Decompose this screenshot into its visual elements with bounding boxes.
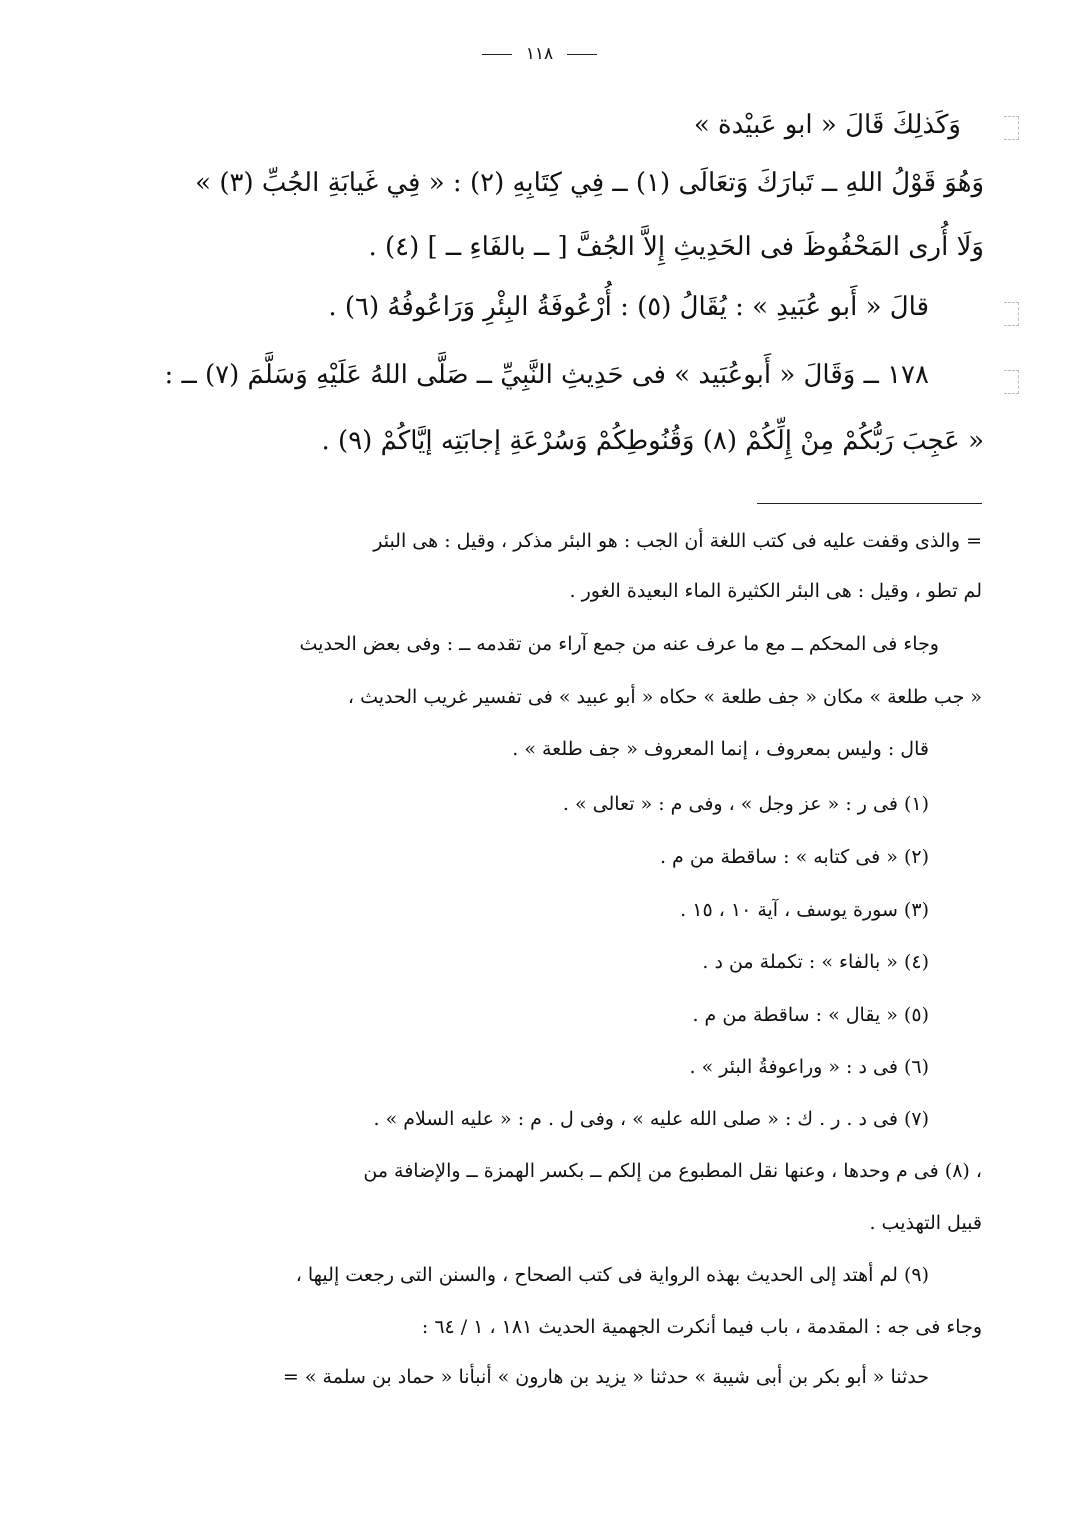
footnote-line: (٥) « يقال » : ساقطة من م . bbox=[692, 1004, 929, 1026]
main-line: قالَ « أَبو عُبَيدِ » : يُقَالُ (٥) : أُرْعُوفَةُ البِئْرِ وَرَاعُوفُهُ (٦) . bbox=[328, 292, 929, 322]
main-line: وَهُوَ قَوْلُ اللهِ ــ تَبارَكَ وَتعَالَى (١) ــ فِي كِتَابِهِ (٢) : « فِي غَيابَةِ الجُبِّ (٣) » bbox=[195, 168, 984, 198]
main-line: « عَجِبَ رَبُّكُمْ مِنْ إِلِّكُمْ (٨) وَقُنُوطِكُمْ وَسُرْعَةِ إجابَتِه إيَّاكُمْ (٩) . bbox=[321, 426, 984, 456]
footnote-line: (٣) سورة يوسف ، آية ١٠ ، ١٥ . bbox=[680, 899, 929, 921]
divider bbox=[482, 54, 512, 55]
page-number bbox=[0, 44, 1079, 64]
page-number-text: ١١٨ bbox=[525, 44, 554, 64]
footnote-line: (٢) « فى كتابه » : ساقطة من م . bbox=[659, 846, 929, 868]
margin-mark bbox=[1004, 370, 1019, 394]
footnote-line: حدثنا « أبو بكر بن أبى شيبة » حدثنا « يزيد بن هارون » أنبأنا « حماد بن سلمة » = bbox=[282, 1366, 929, 1388]
footnote-line: (١) فى ر : « عز وجل » ، وفى م : « تعالى » . bbox=[562, 793, 929, 815]
footnote-line: = والذى وقفت عليه فى كتب اللغة أن الجب : هو البئر مذكر ، وقيل : هى البئر bbox=[373, 530, 982, 552]
main-line: ١٧٨ ــ وَقَالَ « أَبوعُبَيد » فى حَدِيثِ النَّبِيِّ ــ صَلَّى اللهُ عَلَيْهِ وَسَلَّمَ (٧) ــ : bbox=[164, 360, 929, 390]
footnote-line: وجاء فى المحكم ــ مع ما عرف عنه من جمع آراء من تقدمه ــ : وفى بعض الحديث bbox=[299, 633, 939, 655]
footnote-separator bbox=[757, 503, 982, 504]
footnote-line: ، (٨) فى م وحدها ، وعنها نقل المطبوع من إلكم ــ بكسر الهمزة ــ والإضافة من bbox=[363, 1160, 982, 1182]
main-line: وَكَذلِكَ قَالَ « ابو عَبيْدة » bbox=[693, 110, 961, 140]
divider bbox=[567, 54, 597, 55]
footnote-line: قال : وليس بمعروف ، إنما المعروف « جف طلعة » . bbox=[512, 738, 929, 760]
main-line: وَلَا أُرى المَحْفُوظَ فى الحَدِيثِ إِلاَّ الجُفَّ [ ــ بالفَاءِ ــ ] (٤) . bbox=[368, 232, 984, 262]
margin-mark bbox=[1004, 116, 1019, 140]
footnote-line: قبيل التهذيب . bbox=[869, 1212, 982, 1234]
footnote-line: (٧) فى د . ر . ك : « صلى الله عليه » ، وفى ل . م : « عليه السلام » . bbox=[373, 1108, 929, 1130]
footnote-line: (٤) « بالفاء » : تكملة من د . bbox=[702, 951, 929, 973]
footnote-line: وجاء فى جه : المقدمة ، باب فيما أنكرت الجهمية الحديث ١٨١ ، ١ / ٦٤ : bbox=[421, 1316, 982, 1338]
footnote-line: « جب طلعة » مكان « جف طلعة » حكاه « أبو عبيد » فى تفسير غريب الحديث ، bbox=[347, 686, 982, 708]
margin-mark bbox=[1004, 302, 1019, 326]
footnote-line: (٩) لم أهتد إلى الحديث بهذه الرواية فى كتب الصحاح ، والسنن التى رجعت إليها ، bbox=[295, 1264, 929, 1286]
footnote-line: (٦) فى د : « وراعوفةُ البئر » . bbox=[689, 1056, 929, 1078]
footnote-line: لم تطو ، وقيل : هى البئر الكثيرة الماء البعيدة الغور . bbox=[569, 580, 982, 602]
